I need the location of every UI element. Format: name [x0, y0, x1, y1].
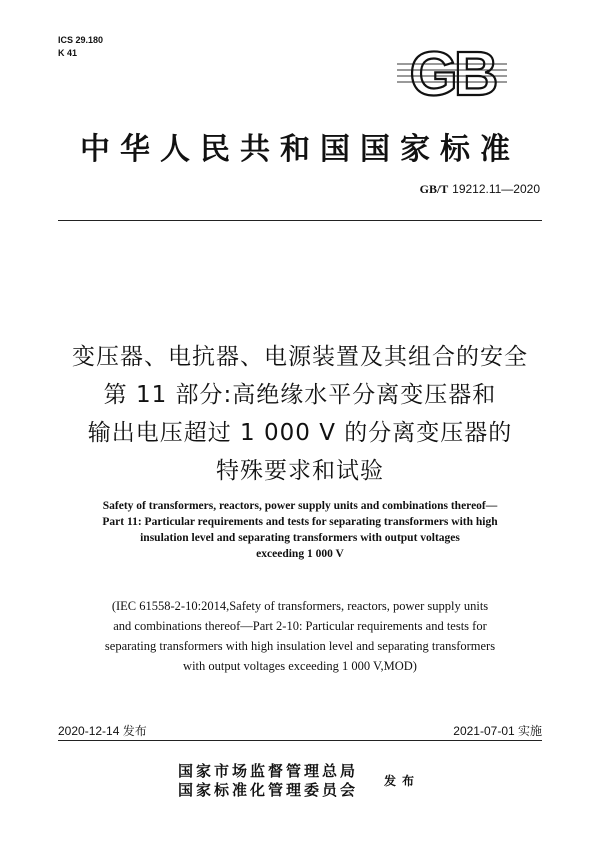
english-title-line: Safety of transformers, reactors, power supply units and combinations thereof—: [102, 500, 498, 512]
chinese-title-line: 特殊要求和试验: [216, 458, 384, 484]
ccs-code: K 41: [58, 48, 78, 58]
implementation-date: 2021-07-01 实施: [453, 724, 542, 738]
classification-codes: [58, 34, 103, 60]
iec-reference-line: with output voltages exceeding 1 000 V,MOD): [183, 659, 417, 673]
issuing-body: 国家市场监督管理总局: [178, 762, 359, 780]
ics-code: ICS 29.180: [58, 35, 104, 45]
standard-number-value: 19212.11—2020: [452, 182, 540, 196]
bottom-divider: [58, 740, 542, 741]
chinese-title-line: 变压器、电抗器、电源装置及其组合的安全: [72, 344, 528, 370]
gb-logo: [393, 46, 511, 102]
chinese-title-line: 第 11 部分:高绝缘水平分离变压器和: [103, 382, 497, 408]
standard-category-title: 中华人民共和国国家标准: [80, 132, 520, 167]
issuing-body: 国家标准化管理委员会: [178, 781, 359, 799]
english-title-line: insulation level and separating transformers with output voltages: [140, 532, 460, 544]
iec-reference: [50, 596, 550, 676]
english-title: [50, 498, 550, 562]
english-title-line: exceeding 1 000 V: [256, 548, 344, 560]
standard-number: [420, 182, 540, 197]
iec-reference-line: (IEC 61558-2-10:2014,Safety of transformers, reactors, power supply units: [111, 599, 489, 613]
issuing-bodies: [178, 762, 358, 800]
english-title-line: Part 11: Particular requirements and tests for separating transformers with high: [102, 516, 498, 528]
chinese-title: [40, 338, 560, 490]
top-divider: [58, 220, 542, 221]
gb-logo-text: GB: [409, 46, 495, 102]
publish-label: 发布: [384, 774, 421, 788]
issue-date: 2020-12-14 发布: [58, 724, 147, 738]
chinese-title-line: 输出电压超过 1 000 V 的分离变压器的: [87, 420, 513, 446]
standard-number-prefix: GB/T: [419, 182, 449, 196]
iec-reference-line: separating transformers with high insulation level and separating transformers: [104, 639, 496, 653]
iec-reference-line: and combinations thereof—Part 2-10: Particular requirements and tests for: [113, 619, 487, 633]
